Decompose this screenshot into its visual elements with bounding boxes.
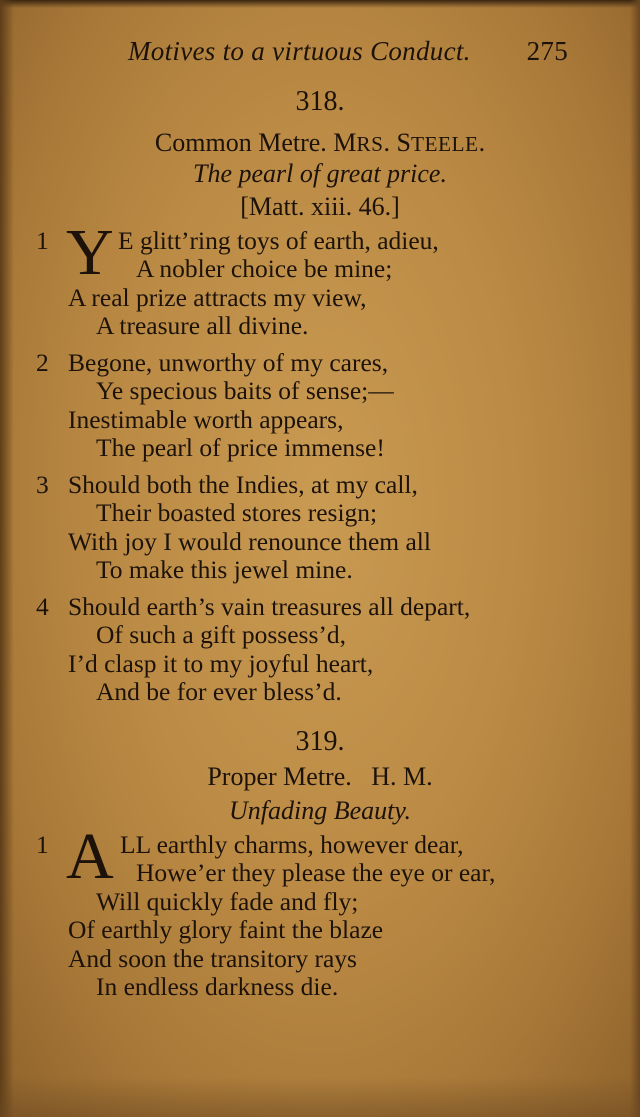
verse-line: Begone, unworthy of my cares,: [68, 348, 389, 377]
stanza-number: 4: [36, 592, 49, 621]
drop-cap: A: [66, 820, 114, 893]
author-teele: TEELE: [410, 132, 479, 156]
running-head: [128, 36, 568, 76]
author-end: .: [478, 128, 486, 157]
metre-label: Common Metre.: [154, 128, 334, 157]
verse-line: Ye specious baits of sense;—: [96, 376, 394, 405]
verse-line: The pearl of price immense!: [96, 433, 385, 462]
verse-line: A nobler choice be mine;: [136, 254, 393, 283]
verse-line: Of earthly glory faint the blaze: [68, 915, 384, 944]
verse-line: Will quickly fade and fly;: [96, 887, 359, 916]
verse-line: In endless darkness die.: [96, 972, 339, 1001]
page-edge-bottom: [0, 1077, 640, 1117]
verse-line: Inestimable worth appears,: [68, 405, 344, 434]
stanza-number: 1: [36, 226, 49, 255]
hymn-number: 319.: [295, 726, 345, 757]
verse-line: A real prize attracts my view,: [68, 283, 367, 312]
hymn-title: The pearl of great price.: [193, 159, 447, 188]
scripture-reference: [Matt. xiii. 46.]: [240, 192, 400, 221]
hymn-metre: Proper Metre. H. M.: [207, 762, 433, 791]
running-head-title: Motives to a virtuous Conduct.: [128, 36, 471, 66]
verse-line: I’d clasp it to my joyful heart,: [68, 649, 374, 678]
verse-line: A treasure all divine.: [96, 311, 309, 340]
verse-line: Of such a gift possess’d,: [96, 620, 347, 649]
verse-line: Should both the Indies, at my call,: [68, 470, 418, 499]
drop-cap: Y: [66, 216, 114, 289]
stanza-number: 1: [36, 830, 49, 859]
hymn-metre: [0, 128, 640, 158]
verse-line: Should earth’s vain treasures all depart,: [68, 592, 471, 621]
stanza-number: 2: [36, 348, 49, 377]
verse-line: And soon the transitory rays: [68, 944, 357, 973]
hymn-number: 318.: [295, 86, 345, 117]
verse-line: E glitt’ring toys of earth, adieu,: [118, 226, 439, 255]
verse-line: To make this jewel mine.: [96, 555, 353, 584]
hymn-title: Unfading Beauty.: [229, 796, 411, 825]
verse-line: And be for ever bless’d.: [96, 677, 342, 706]
author-m: M: [333, 128, 357, 157]
verse-line: With joy I would renounce them all: [68, 527, 431, 556]
author-rs: RS: [356, 132, 384, 156]
verse-line: Howe’er they please the eye or ear,: [136, 858, 496, 887]
page-number: 275: [526, 36, 568, 66]
verse-line: LL earthly charms, however dear,: [120, 830, 464, 859]
page-edge-top: [0, 0, 640, 8]
stanza-number: 3: [36, 470, 49, 499]
author-s: S: [396, 128, 411, 157]
author-dot: .: [383, 128, 397, 157]
verse-line: Their boasted stores resign;: [96, 498, 378, 527]
